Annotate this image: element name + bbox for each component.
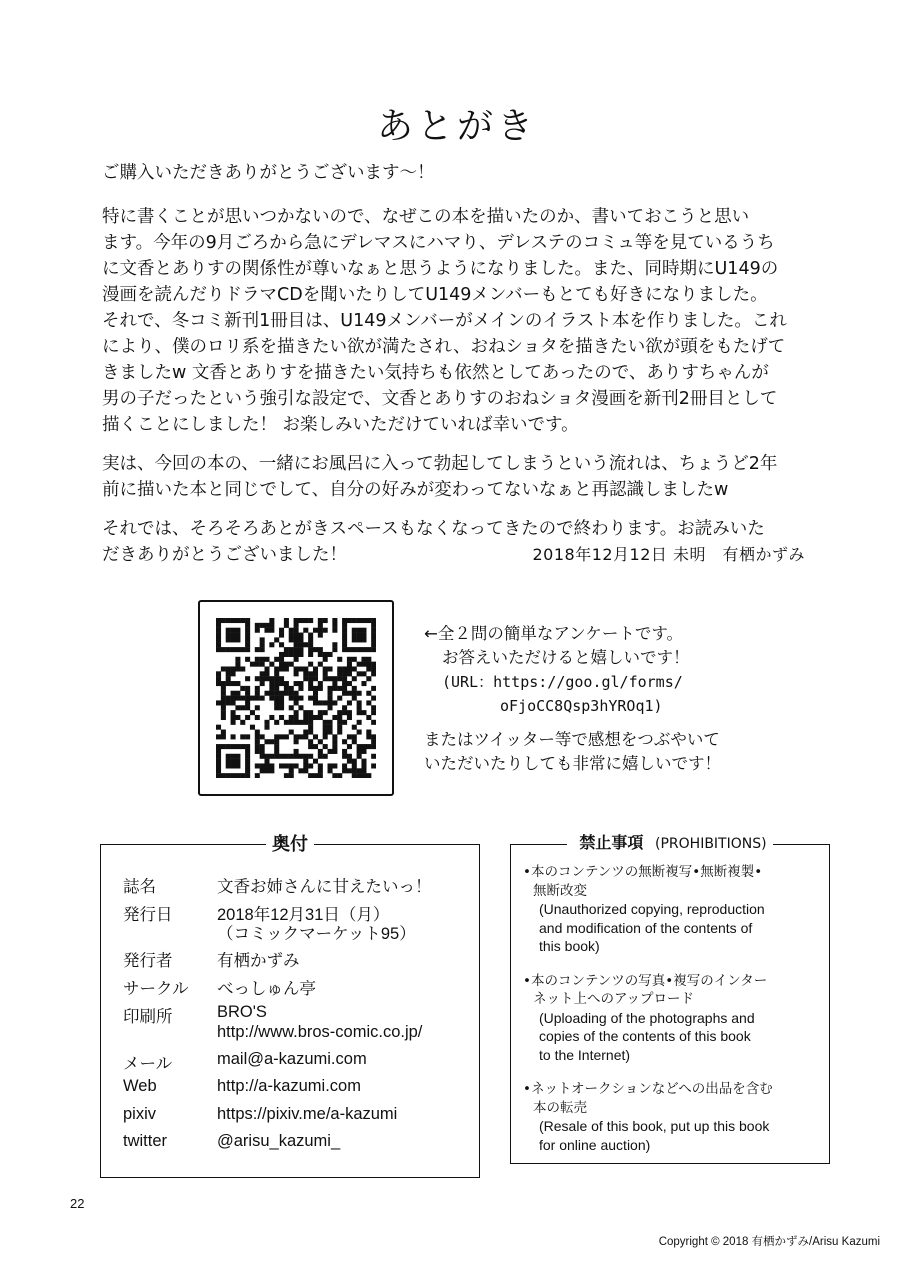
text-line: それで、冬コミ新刊1冊目は、U149メンバーがメインのイラスト本を作りました。これ	[102, 311, 787, 331]
qr-code[interactable]	[198, 600, 394, 796]
prohibition-item	[523, 972, 823, 1065]
text-line: きましたw 文香とありすを描きたい気持ちも依然としてあったので、ありすちゃんが	[102, 363, 769, 383]
item-jp: •ネットオークションなどへの出品を含む	[523, 1081, 773, 1097]
row-label: pixiv	[123, 1105, 157, 1123]
survey-url: (URL：https://goo.gl/forms/	[442, 673, 683, 691]
colophon-box	[100, 834, 480, 1178]
row-label: 発行者	[123, 952, 173, 970]
text-line: だきありがとうございました！	[102, 545, 347, 565]
row-label: Web	[123, 1077, 157, 1095]
item-en: this book)	[539, 938, 600, 954]
afterword-text	[102, 160, 820, 581]
prohibitions-heading: 禁止事項	[573, 833, 649, 852]
prohibitions-box	[510, 833, 830, 1164]
row-label: twitter	[123, 1132, 168, 1150]
survey-line: ←全２問の簡単なアンケートです。	[424, 624, 684, 643]
text-line: 実は、今回の本の、一緒にお風呂に入って勃起してしまうという流れは、ちょうど2年	[102, 454, 778, 474]
row-value: （コミックマーケット95）	[217, 925, 416, 943]
page-title: あとがき	[376, 106, 537, 147]
page-number: 22	[70, 1196, 85, 1211]
survey-line: お答えいただけると嬉しいです！	[442, 648, 690, 667]
item-jp: 無断改変	[533, 882, 587, 899]
row-label: メール	[123, 1055, 173, 1073]
item-jp: •本のコンテンツの写真•複写のインター	[523, 972, 768, 989]
text-line: に文香とありすの関係性が尊いなぁと思うようになりました。また、同時期にU149の	[102, 259, 779, 279]
row-value[interactable]: mail@a-kazumi.com	[217, 1050, 367, 1068]
prohibition-item	[523, 1080, 823, 1154]
row-label: 誌名	[123, 878, 156, 896]
copyright-notice: Copyright © 2018 有栖かずみ/Arisu Kazumi	[658, 1236, 880, 1248]
row-value[interactable]: http://www.bros-comic.co.jp/	[217, 1023, 423, 1041]
row-value: べっしゅん亭	[217, 980, 316, 998]
row-value: BRO'S	[217, 1003, 267, 1021]
item-en: for online auction)	[539, 1136, 651, 1153]
survey-url-code: oFjoCC8Qsp3hYROq1)	[500, 697, 663, 715]
row-value[interactable]: https://pixiv.me/a-kazumi	[217, 1105, 398, 1123]
survey-line: いただいたりしても非常に嬉しいです！	[424, 754, 721, 773]
paragraph-1	[102, 204, 820, 438]
item-en: (Unauthorized copying, reproduction	[539, 901, 765, 917]
text-line: 描くことにしました！ お楽しみいただけていれば幸いです。	[102, 415, 579, 435]
row-value: 有栖かずみ	[217, 952, 300, 970]
text-line: 漫画を読んだりドラマCDを聞いたりしてU149メンバーもとても好きになりました。	[102, 285, 768, 305]
item-en: and modification of the contents of	[539, 919, 753, 936]
text-line: ます。今年の9月ごろから急にデレマスにハマり、デレステのコミュ等を見ているうち	[102, 233, 775, 253]
text-line: 男の子だったという強引な設定で、文香とありすのおねショタ漫画を新刊2冊目として	[102, 389, 778, 409]
signature-date: 2018年12月12日 未明 有栖かずみ	[532, 545, 805, 564]
paragraph-2	[102, 451, 820, 503]
prohibition-item	[523, 863, 823, 956]
text-line: 特に書くことが思いつかないので、なぜこの本を描いたのか、書いておこうと思い	[102, 207, 750, 227]
item-en: copies of the contents of this book	[539, 1028, 751, 1044]
item-en: to the Internet)	[539, 1046, 631, 1063]
qr-code-image	[216, 618, 376, 778]
text-line: 前に描いた本と同じでして、自分の好みが変わってないなぁと再認識しましたw	[102, 480, 729, 500]
row-label: 発行日	[123, 906, 173, 924]
item-jp: ネット上へのアップロード	[533, 991, 695, 1007]
row-value: 文香お姉さんに甘えたいっ！	[217, 878, 432, 896]
item-en: (Resale of this book, put up this book	[539, 1118, 770, 1134]
row-value[interactable]: @arisu_kazumi_	[217, 1132, 341, 1150]
row-label: サークル	[123, 980, 189, 998]
colophon-heading: 奥付	[266, 834, 314, 855]
item-jp: •本のコンテンツの無断複写•無断複製•	[523, 864, 763, 880]
text-line: により、僕のロリ系を描きたい欲が満たされ、おねショタを描きたい欲が頭をもたげて	[102, 337, 786, 357]
item-en: (Uploading of the photographs and	[539, 1009, 755, 1026]
row-value[interactable]: http://a-kazumi.com	[217, 1077, 361, 1095]
greeting: ご購入いただきありがとうございます～！	[102, 163, 435, 183]
text-line: それでは、そろそろあとがきスペースもなくなってきたので終わります。お読みいた	[102, 519, 765, 539]
row-label: 印刷所	[123, 1008, 173, 1026]
item-jp: 本の転売	[533, 1099, 587, 1116]
row-value: 2018年12月31日（月）	[217, 906, 390, 924]
survey-line: またはツイッター等で感想をつぶやいて	[424, 730, 720, 749]
prohibitions-heading-en: (PROHIBITIONS)	[655, 836, 767, 852]
survey-note	[424, 622, 804, 776]
